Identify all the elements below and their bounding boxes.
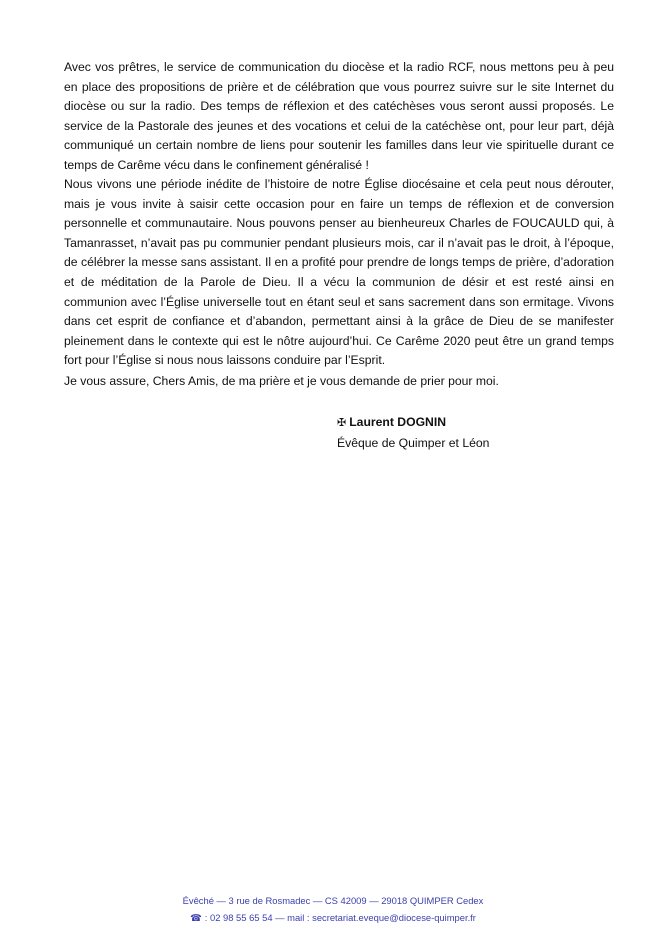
signature-name: Laurent DOGNIN — [349, 415, 447, 429]
signature-block — [337, 412, 489, 453]
signature-name-line — [337, 412, 489, 433]
letter-paragraph-1: Avec vos prêtres, le service de communication du diocèse et la radio RCF, nous mettons peu à peu en place des propositions de prière et de célébration que vous pourrez suivre sur le site Internet du diocèse ou sur la radio. Des temps de réflexion et des catéchèses vous seront aussi proposés. Le service de la Pastorale des jeunes et des vocations et celui de la catéchèse ont, pour leur part, déjà communiqué un certain nombre de liens pour soutenir les familles dans leur vie spirituelle durant ce temps de Carême vécu dans le confinement généralisé ! — [64, 60, 614, 172]
footer-address: Évêché — 3 rue de Rosmadec — CS 42009 — 29018 QUIMPER Cedex — [182, 895, 484, 906]
phone-icon: ☎ — [190, 912, 202, 923]
footer-contact-line — [0, 909, 666, 926]
letter-paragraph-3: Je vous assure, Chers Amis, de ma prière et je vous demande de prier pour moi. — [64, 374, 499, 388]
footer-contact: : 02 98 55 65 54 — mail : secretariat.eveque@diocese-quimper.fr — [204, 912, 476, 923]
letter-paragraph-2: Nous vivons une période inédite de l’histoire de notre Église diocésaine et cela peut nous dérouter, mais je vous invite à saisir cette occasion pour en faire un temps de réflexion et de conversion personnelle et communautaire. Nous pouvons penser au bienheureux Charles de FOUCAULD qui, à Tamanrasset, n’avait pas pu communier pendant plusieurs mois, car il n’avait pas le droit, à l’époque, de célébrer la messe sans assistant. Il en a profité pour prendre de longs temps de prière, d’adoration et de méditation de la Parole de Dieu. Il a vécu la communion de désir et est resté ainsi en communion avec l’Église universelle tout en étant seul et sans sacrement dans son ermitage. Vivons dans cet esprit de confiance et d’abandon, permettant ainsi à la grâce de Dieu de se manifester pleinement dans le contexte qui est le nôtre aujourd’hui. Ce Carême 2020 peut être un grand temps fort pour l’Église si nous nous laissons conduire par l’Esprit. — [64, 177, 614, 368]
signature-title: Évêque de Quimper et Léon — [337, 436, 490, 450]
maltese-cross-icon: ✠ — [337, 417, 347, 429]
